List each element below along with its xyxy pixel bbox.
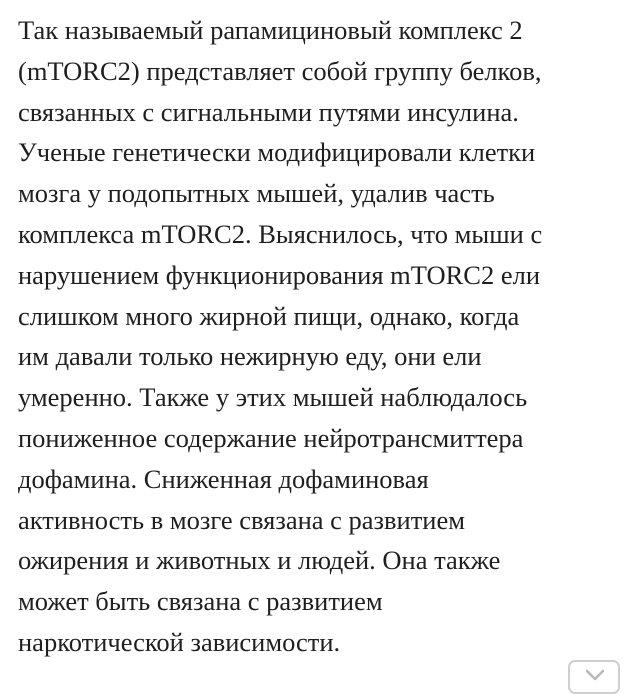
- text-line: комплекса mTORC2. Выяснилось, что мыши с: [18, 218, 543, 249]
- text-line: ожирения и животных и людей. Она также: [18, 545, 501, 576]
- article-text: [18, 10, 630, 663]
- text-line: связанных с сигнальными путями инсулина.: [18, 96, 519, 127]
- text-line: умеренно. Также у этих мышей наблюдалось: [18, 382, 528, 413]
- text-line: пониженное содержание нейротрансмиттера: [18, 422, 524, 453]
- text-line: мозга у подопытных мышей, удалив часть: [18, 178, 495, 209]
- text-line: активность в мозге связана с развитием: [18, 504, 466, 535]
- text-line: нарушением функционирования mTORC2 ели: [18, 259, 541, 290]
- text-line: Так называемый рапамициновый комплекс 2: [18, 15, 523, 45]
- scroll-down-button[interactable]: [568, 660, 620, 694]
- text-line: может быть связана с развитием: [18, 586, 383, 617]
- text-line: Ученые генетически модифицировали клетки: [18, 137, 536, 168]
- text-line: им давали только нежирную еду, они ели: [18, 341, 482, 372]
- text-line: дофамина. Сниженная дофаминовая: [18, 463, 429, 494]
- text-line: наркотической зависимости.: [18, 626, 341, 657]
- text-line: (mTORC2) представляет собой группу белков,: [18, 55, 542, 86]
- text-line: слишком много жирной пищи, однако, когда: [18, 300, 520, 331]
